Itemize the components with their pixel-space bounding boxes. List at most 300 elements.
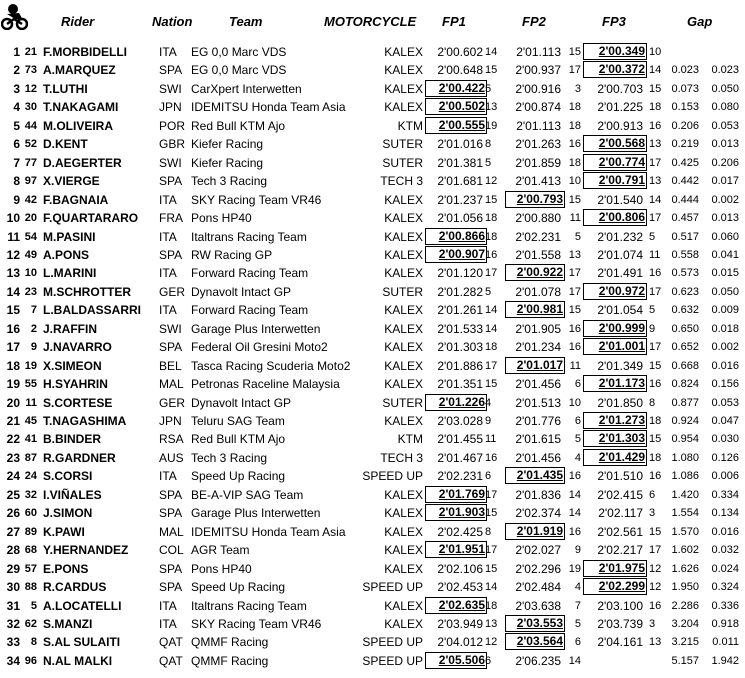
team-name: AGR Team (191, 543, 250, 558)
position: 27 (6, 524, 20, 539)
gap-to-first: 0.558 (671, 248, 699, 261)
gap-to-previous: 0.047 (711, 415, 739, 427)
team-name: RW Racing GP (191, 247, 273, 262)
fp3-rank: 5 (649, 230, 656, 243)
fp2-rank: 17 (568, 285, 581, 298)
fp1-rank: 14 (485, 46, 498, 58)
fp2-time: 2'06.235 (515, 653, 561, 668)
fp1-time: 2'00.502 (425, 98, 487, 115)
fp1-rank: 13 (485, 617, 498, 630)
rider-number: 12 (24, 82, 37, 95)
fp2-time: 2'01.263 (515, 137, 561, 152)
rider-name: S.AL SULAITI (43, 635, 121, 650)
rider-name: J.NAVARRO (43, 340, 112, 355)
fp2-time: 2'01.558 (515, 247, 561, 262)
fp2-time: 2'01.456 (515, 377, 561, 392)
fp2-time: 2'03.553 (505, 615, 565, 632)
team-name: Speed Up Racing (191, 580, 286, 595)
position: 12 (6, 247, 20, 262)
rider-name: F.BAGNAIA (43, 192, 109, 207)
fp3-time: 2'01.850 (597, 395, 643, 410)
nation: MAL (159, 524, 184, 539)
fp3-rank: 3 (649, 617, 656, 630)
fp2-header: FP2 (522, 14, 546, 29)
fp1-time: 2'01.282 (437, 284, 483, 299)
fp1-time: 2'00.866 (425, 228, 487, 245)
fp2-rank: 7 (574, 599, 581, 612)
rider-number: 19 (24, 359, 37, 372)
table-row (0, 247, 745, 265)
fp3-rank: 18 (649, 415, 662, 427)
fp1-rank: 13 (485, 101, 498, 114)
fp1-time: 2'01.226 (425, 394, 487, 411)
fp2-rank: 9 (574, 544, 581, 557)
team-name: Dynavolt Intact GP (191, 284, 292, 299)
gap-to-first: 0.623 (671, 285, 699, 298)
fp1-time: 2'03.949 (437, 616, 483, 631)
team-name: Kiefer Racing (191, 155, 264, 170)
rider-number: 8 (30, 636, 37, 649)
fp1-rank: 9 (485, 415, 492, 427)
rider-name: N.AL MALKI (43, 653, 113, 668)
fp1-time: 2'00.602 (437, 45, 483, 59)
position: 6 (13, 137, 20, 152)
fp1-rank: 19 (485, 119, 498, 132)
table-row (0, 505, 745, 523)
gap-to-first: 3.215 (671, 636, 699, 649)
rider-name: A.PONS (43, 247, 90, 262)
rider-number: 49 (24, 248, 37, 261)
nation: SPA (159, 247, 183, 262)
fp3-rank: 17 (649, 341, 662, 354)
fp1-rank: 4 (485, 396, 492, 409)
fp1-time: 2'02.453 (437, 580, 483, 595)
fp1-time: 2'02.425 (437, 524, 483, 539)
position: 26 (6, 506, 20, 521)
table-row (0, 136, 745, 154)
fp3-rank: 18 (649, 451, 662, 464)
fp3-time: 2'00.568 (583, 135, 647, 152)
fp3-time: 2'01.303 (583, 430, 647, 447)
table-row (0, 173, 745, 191)
gap-to-previous: 0.013 (711, 212, 739, 225)
fp2-time: 2'02.374 (515, 506, 561, 521)
gap-to-previous: 0.126 (711, 451, 739, 464)
table-row (0, 616, 745, 634)
fp1-time: 2'01.533 (437, 321, 483, 336)
fp1-rank: 18 (485, 599, 498, 612)
fp2-rank: 13 (568, 248, 581, 261)
gap-to-first: 0.517 (671, 230, 699, 243)
fp1-rank: 8 (485, 138, 492, 151)
fp2-time: 2'01.919 (505, 523, 565, 540)
fp1-rank: 14 (485, 581, 498, 594)
nation: QAT (159, 653, 183, 668)
gap-to-first: 0.954 (671, 433, 699, 446)
gap-to-first: 1.080 (671, 451, 699, 464)
fp2-time: 2'00.880 (515, 211, 561, 226)
team-name: Dynavolt Intact GP (191, 395, 292, 410)
motorcycle: KALEX (384, 303, 423, 318)
team-name: Pons HP40 (191, 561, 252, 576)
table-row (0, 598, 745, 616)
fp2-rank: 10 (568, 175, 581, 188)
fp2-rank: 14 (568, 654, 581, 667)
table-header (0, 0, 745, 34)
position: 32 (6, 616, 20, 631)
nation: ITA (159, 229, 177, 244)
fp3-header: FP3 (602, 14, 626, 29)
rider-number: 41 (24, 433, 37, 446)
fp3-time: 2'01.349 (597, 358, 643, 373)
rider-name: D.KENT (43, 137, 88, 152)
fp2-rank: 16 (568, 138, 581, 151)
nation: GER (159, 395, 186, 410)
nation: SWI (159, 155, 182, 170)
fp2-rank: 5 (574, 617, 581, 630)
fp3-time: 2'01.273 (583, 412, 647, 429)
nation: SPA (159, 174, 183, 189)
gap-to-previous: 0.156 (711, 378, 739, 391)
position: 4 (13, 100, 20, 115)
fp2-rank: 18 (568, 156, 581, 169)
motorcycle: KALEX (384, 266, 423, 281)
team-header: Team (229, 14, 263, 29)
motorcycle: SUTER (382, 155, 423, 170)
motorcycle: KALEX (384, 321, 423, 336)
team-name: Speed Up Racing (191, 469, 286, 484)
fp1-rank: 5 (485, 82, 492, 95)
position: 21 (6, 414, 20, 428)
fp2-time: 2'00.937 (515, 63, 561, 78)
fp2-rank: 18 (568, 101, 581, 114)
motorcycle: KALEX (384, 616, 423, 631)
gap-to-first: 0.457 (671, 212, 699, 225)
motorcycle: SUTER (382, 137, 423, 152)
team-name: Forward Racing Team (191, 303, 309, 318)
gap-to-first: 0.444 (671, 193, 699, 206)
fp1-rank: 14 (485, 304, 498, 317)
rider-number: 60 (24, 507, 37, 520)
gap-to-previous: 0.016 (711, 525, 739, 538)
gap-to-first: 0.219 (671, 138, 699, 151)
table-row (0, 229, 745, 247)
fp1-time: 2'01.303 (437, 340, 483, 355)
fp2-time: 2'00.793 (505, 191, 565, 208)
position: 18 (6, 358, 20, 373)
rider-number: 44 (24, 119, 37, 132)
gap-to-first: 0.652 (671, 341, 699, 354)
fp3-rank: 16 (649, 470, 662, 483)
fp1-rank: 5 (485, 285, 492, 298)
team-name: Kiefer Racing (191, 137, 264, 152)
gap-to-previous: 0.002 (711, 341, 739, 354)
team-name: Teluru SAG Team (191, 414, 285, 428)
nation: QAT (159, 635, 183, 650)
motorcycle: TECH 3 (380, 450, 423, 465)
gap-to-previous: 0.016 (711, 359, 739, 372)
motorcycle: KALEX (384, 543, 423, 558)
table-row (0, 339, 745, 357)
team-name: Red Bull KTM Ajo (191, 432, 286, 447)
fp1-rank: 18 (485, 230, 498, 243)
team-name: Red Bull KTM Ajo (191, 118, 286, 133)
team-name: EG 0,0 Marc VDS (191, 45, 287, 59)
table-row (0, 44, 745, 62)
gap-to-first: 1.626 (671, 562, 699, 575)
position: 24 (6, 469, 20, 484)
fp1-time: 2'05.506 (425, 652, 487, 669)
fp3-rank: 11 (649, 248, 661, 261)
position: 22 (6, 432, 20, 447)
rider-number: 45 (24, 415, 37, 427)
fp1-time: 2'01.056 (437, 211, 483, 226)
fp1-rank: 17 (485, 267, 498, 280)
rider-number: 68 (24, 544, 37, 557)
fp1-rank: 12 (485, 636, 498, 649)
team-name: Tasca Racing Scuderia Moto2 (191, 358, 351, 373)
fp2-rank: 11 (569, 212, 581, 225)
fp3-rank: 13 (649, 636, 662, 649)
motorcycle: SPEED UP (362, 653, 423, 668)
fp2-time: 2'01.017 (505, 357, 565, 374)
table-row (0, 561, 745, 579)
fp2-time: 2'01.413 (515, 174, 561, 189)
position: 5 (13, 118, 20, 133)
fp2-time: 2'02.027 (515, 543, 561, 558)
fp3-time: 2'01.225 (597, 100, 643, 115)
fp3-rank: 5 (649, 304, 656, 317)
fp3-rank: 6 (649, 488, 656, 501)
team-name: QMMF Racing (191, 635, 269, 650)
rider-number: 11 (25, 396, 37, 409)
fp2-rank: 17 (568, 267, 581, 280)
table-row (0, 192, 745, 210)
rider-name: X.SIMEON (43, 358, 102, 373)
nation: SPA (159, 580, 183, 595)
fp3-rank: 13 (649, 138, 662, 151)
rider-name: T.NAKAGAMI (43, 100, 119, 115)
motorcycle: KALEX (384, 100, 423, 115)
fp3-rank: 13 (649, 175, 662, 188)
position: 1 (13, 45, 20, 59)
rider-number: 9 (30, 341, 37, 354)
fp1-rank: 16 (485, 451, 498, 464)
fp2-time: 2'01.113 (516, 45, 561, 59)
rider-header: Rider (61, 14, 95, 29)
fp1-rank: 15 (485, 64, 498, 77)
gap-to-first: 0.877 (671, 396, 699, 409)
gap-to-previous: 0.053 (711, 396, 739, 409)
rider-name: L.BALDASSARRI (43, 303, 141, 318)
fp2-time: 2'00.981 (505, 301, 565, 318)
table-row (0, 450, 745, 468)
motorcycle: SUTER (382, 395, 423, 410)
position: 11 (7, 229, 20, 244)
gap-to-first: 1.950 (671, 581, 699, 594)
rider-number: 97 (24, 175, 37, 188)
nation: SPA (159, 487, 183, 502)
fp2-time: 2'01.905 (515, 321, 561, 336)
motorcycle: SPEED UP (362, 469, 423, 484)
nation: ITA (159, 303, 177, 318)
fp3-time: 2'02.217 (597, 543, 643, 558)
fp2-rank: 5 (574, 433, 581, 446)
motorcycle: KTM (397, 118, 423, 133)
gap-to-previous: 0.050 (711, 285, 739, 298)
motorcycle: KTM (397, 432, 423, 447)
rider-number: 87 (24, 451, 37, 464)
fp2-rank: 6 (574, 415, 581, 427)
motorcycle: KALEX (384, 192, 423, 207)
table-row (0, 579, 745, 597)
fp3-time: 2'01.232 (597, 229, 643, 244)
team-name: Federal Oil Gresini Moto2 (191, 340, 328, 355)
table-row (0, 542, 745, 560)
rider-number: 42 (24, 193, 37, 206)
fp2-rank: 19 (568, 562, 581, 575)
fp3-rank: 16 (649, 599, 662, 612)
position: 25 (6, 487, 20, 502)
gap-to-first: 0.023 (671, 64, 699, 77)
rider-name: E.PONS (43, 561, 89, 576)
fp1-time: 2'00.907 (425, 246, 487, 263)
gap-to-first: 0.073 (671, 82, 699, 95)
fp1-rank: 15 (485, 507, 498, 520)
fp2-rank: 16 (568, 322, 581, 335)
table-row (0, 468, 745, 486)
position: 30 (6, 580, 20, 595)
rider-number: 62 (24, 617, 37, 630)
nation: MAL (159, 377, 184, 392)
fp3-time: 2'03.739 (597, 616, 643, 631)
motorcycle: KALEX (384, 45, 423, 59)
fp2-rank: 16 (568, 341, 581, 354)
table-row (0, 99, 745, 117)
team-name: IDEMITSU Honda Team Asia (191, 100, 346, 115)
fp2-time: 2'01.435 (505, 467, 565, 484)
gap-to-previous: 0.050 (711, 82, 739, 95)
fp3-rank: 16 (649, 267, 662, 280)
rider-number: 5 (30, 599, 37, 612)
fp1-time: 2'01.120 (437, 266, 483, 281)
motorcycle: SUTER (382, 284, 423, 299)
nation: SWI (159, 81, 182, 96)
gap-to-previous: 0.206 (711, 156, 739, 169)
position: 2 (13, 63, 20, 78)
fp3-time: 2'00.372 (583, 61, 647, 78)
rider-number: 52 (24, 138, 37, 151)
fp2-time: 2'02.231 (515, 229, 561, 244)
fp2-rank: 14 (568, 488, 581, 501)
rider-number: 20 (24, 212, 37, 225)
fp3-time: 2'01.074 (597, 247, 643, 262)
team-name: Garage Plus Interwetten (191, 506, 321, 521)
gap-to-previous: 0.030 (711, 433, 739, 446)
team-name: Tech 3 Racing (191, 174, 268, 189)
table-row (0, 524, 745, 542)
nation: SPA (159, 63, 183, 78)
rider-number: 24 (24, 470, 37, 483)
fp3-rank: 15 (649, 359, 662, 372)
team-name: EG 0,0 Marc VDS (191, 63, 287, 78)
fp1-time: 2'01.455 (437, 432, 483, 447)
position: 14 (6, 284, 20, 299)
team-name: CarXpert Interwetten (191, 81, 302, 96)
motorcycle: TECH 3 (380, 174, 423, 189)
fp1-rank: 5 (485, 156, 492, 169)
nation: JPN (159, 100, 182, 115)
fp3-time: 2'01.975 (583, 560, 647, 577)
motorcycle: KALEX (384, 229, 423, 244)
motorcycle-rider-icon (1, 2, 28, 30)
team-name: Garage Plus Interwetten (191, 321, 321, 336)
fp3-rank: 9 (649, 322, 656, 335)
fp2-rank: 16 (568, 470, 581, 483)
team-name: IDEMITSU Honda Team Asia (191, 524, 346, 539)
gap-to-previous: 0.060 (711, 230, 739, 243)
team-name: SKY Racing Team VR46 (191, 192, 322, 207)
gap-to-first: 0.650 (671, 322, 699, 335)
gap-to-previous: 0.053 (711, 119, 739, 132)
table-row (0, 155, 745, 173)
rider-number: 73 (24, 64, 37, 77)
fp2-rank: 6 (574, 378, 581, 391)
gap-to-first: 0.632 (671, 304, 699, 317)
nation: FRA (159, 211, 183, 226)
fp2-rank: 15 (568, 304, 581, 317)
rider-name: T.LUTHI (43, 81, 88, 96)
gap-to-previous: 0.032 (711, 544, 739, 557)
fp3-time: 2'03.100 (597, 598, 643, 613)
fp1-rank: 14 (485, 322, 498, 335)
position: 33 (6, 635, 20, 650)
fp1-time: 2'01.016 (437, 137, 483, 152)
nation: SWI (159, 321, 182, 336)
fp3-time: 2'01.054 (597, 303, 643, 318)
gap-to-previous: 0.023 (711, 64, 739, 77)
fp2-rank: 4 (574, 581, 581, 594)
fp3-rank: 3 (649, 507, 656, 520)
fp2-time: 2'02.296 (515, 561, 561, 576)
position: 17 (6, 340, 20, 355)
table-row (0, 62, 745, 80)
motorcycle: KALEX (384, 506, 423, 521)
gap-to-first: 2.286 (671, 599, 699, 612)
gap-to-first: 1.602 (671, 544, 699, 557)
rider-name: X.VIERGE (43, 174, 100, 189)
rider-name: S.MANZI (43, 616, 93, 631)
fp3-rank: 17 (649, 285, 662, 298)
rider-number: 21 (24, 46, 37, 58)
fp1-rank: 15 (485, 378, 498, 391)
fp3-time: 2'00.774 (583, 154, 647, 171)
fp1-rank: 17 (485, 544, 498, 557)
fp2-rank: 14 (568, 507, 581, 520)
fp1-time: 2'01.886 (437, 358, 483, 373)
nation: AUS (159, 450, 184, 465)
fp2-rank: 3 (574, 82, 581, 95)
fp3-rank: 18 (649, 101, 662, 114)
rider-number: 2 (30, 322, 37, 335)
fp1-time: 2'01.951 (425, 541, 487, 558)
rider-number: 54 (24, 230, 37, 243)
table-row (0, 358, 745, 376)
table-row (0, 653, 745, 671)
gap-to-previous: 1.942 (711, 654, 739, 667)
rider-name: M.PASINI (43, 229, 96, 244)
fp2-time: 2'01.456 (515, 450, 561, 465)
